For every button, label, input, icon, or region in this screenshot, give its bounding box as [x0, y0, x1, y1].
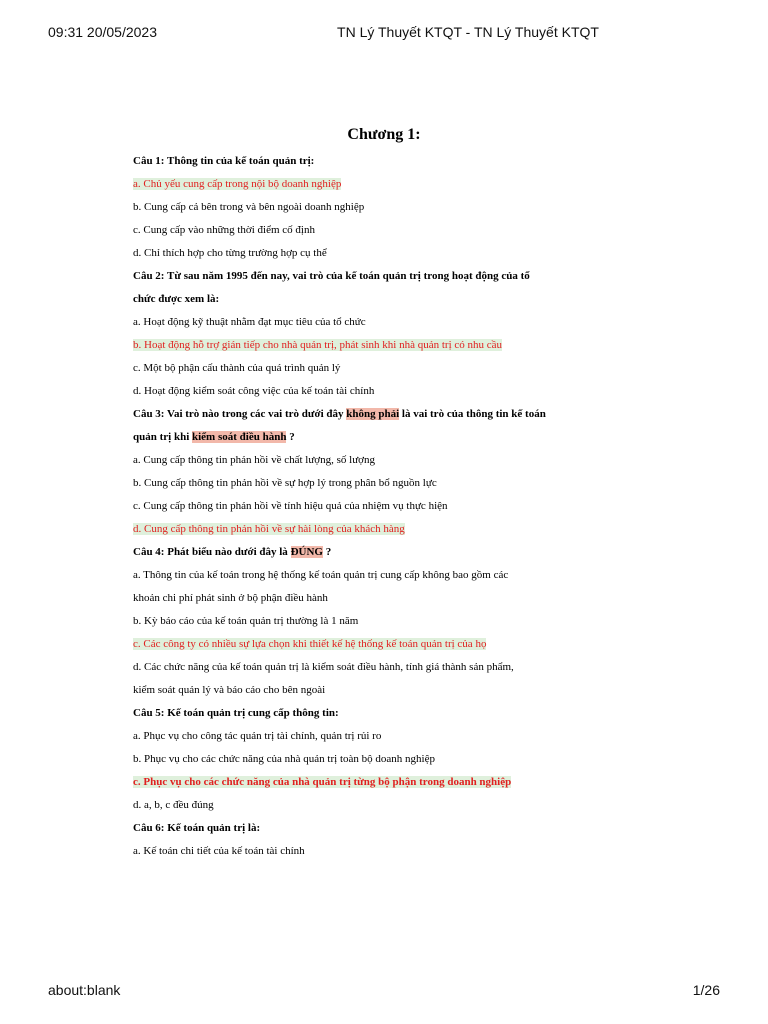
q3-option-c: c. Cung cấp thông tin phản hồi về tính hiệu quả của nhiệm vụ thực hiện [133, 500, 448, 512]
q1-answer-a: a. Chủ yếu cung cấp trong nội bộ doanh nghiệp [133, 178, 342, 190]
q5-answer-c: c. Phục vụ cho các chức năng của nhà quản trị từng bộ phận trong doanh nghiệp [133, 776, 512, 788]
print-url: about:blank [48, 982, 121, 998]
question-2-line-1: Câu 2: Từ sau năm 1995 đến nay, vai trò của kế toán quản trị trong hoạt động của tổ [133, 270, 530, 282]
q2-option-c: c. Một bộ phận cấu thành của quá trình quản lý [133, 362, 341, 374]
q4-option-d-line-1: d. Các chức năng của kế toán quản trị là kiểm soát điều hành, tính giá thành sản phẩm, [133, 661, 514, 673]
q4-option-b: b. Kỳ báo cáo của kế toán quản trị thường là 1 năm [133, 615, 359, 627]
q5-option-d: d. a, b, c đều đúng [133, 799, 214, 811]
print-title: TN Lý Thuyết KTQT - TN Lý Thuyết KTQT [337, 24, 599, 40]
q3-option-d [133, 518, 653, 541]
q1-option-b: b. Cung cấp cả bên trong và bên ngoài doanh nghiệp [133, 201, 365, 213]
q3-highlight-control: kiểm soát điều hành [192, 431, 287, 443]
q3-option-b: b. Cung cấp thông tin phản hồi về sự hợp lý trong phân bổ nguồn lực [133, 477, 437, 489]
q5-option-a: a. Phục vụ cho công tác quản trị tài chính, quản trị rủi ro [133, 730, 382, 742]
q5-option-b: b. Phục vụ cho các chức năng của nhà quản trị toàn bộ doanh nghiệp [133, 753, 435, 765]
q2-answer-b: b. Hoạt động hỗ trợ gián tiếp cho nhà quản trị, phát sinh khi nhà quản trị có nhu cầu [133, 339, 503, 351]
q3-title2-pre: quản trị khi [133, 431, 192, 443]
question-2-line-2: chức được xem là: [133, 293, 220, 305]
q4-answer-c: c. Các công ty có nhiều sự lựa chọn khi thiết kế hệ thống kế toán quản trị của họ [133, 638, 487, 650]
q3-title2-post: ? [286, 431, 295, 443]
question-3-line-2 [133, 426, 653, 449]
question-3-line-1 [133, 403, 653, 426]
document-body [133, 150, 653, 863]
q4-option-a-line-1: a. Thông tin của kế toán trong hệ thống kế toán quản trị cung cấp không bao gồm các [133, 569, 509, 581]
q1-option-d: d. Chỉ thích hợp cho từng trường hợp cụ thể [133, 247, 327, 259]
q4-title-pre: Câu 4: Phát biểu nào dưới đây là [133, 546, 291, 558]
q3-option-a: a. Cung cấp thông tin phản hồi về chất lượng, số lượng [133, 454, 375, 466]
q3-title-pre: Câu 3: Vai trò nào trong các vai trò dưới đây [133, 408, 347, 420]
q2-option-a: a. Hoạt động kỹ thuật nhằm đạt mục tiêu của tổ chức [133, 316, 366, 328]
question-6: Câu 6: Kế toán quản trị là: [133, 822, 261, 834]
q1-option-a [133, 173, 653, 196]
q4-option-c [133, 633, 653, 656]
question-4 [133, 541, 653, 564]
q3-highlight-not: không phải [346, 408, 400, 420]
q3-title-post: là vai trò của thông tin kế toán [399, 408, 546, 420]
page-number: 1/26 [692, 982, 720, 998]
q5-option-c [133, 771, 653, 794]
q6-option-a: a. Kế toán chi tiết của kế toán tài chính [133, 845, 305, 857]
q2-option-d: d. Hoạt động kiểm soát công việc của kế toán tài chính [133, 385, 375, 397]
q4-option-d-line-2: kiểm soát quản lý và báo cáo cho bên ngoài [133, 684, 326, 696]
question-5: Câu 5: Kế toán quản trị cung cấp thông tin: [133, 707, 339, 719]
print-datetime: 09:31 20/05/2023 [48, 24, 157, 40]
question-1: Câu 1: Thông tin của kế toán quản trị: [133, 155, 315, 167]
chapter-heading: Chương 1: [347, 126, 421, 143]
q4-option-a-line-2: khoản chi phí phát sinh ở bộ phận điều hành [133, 592, 328, 604]
q4-highlight-correct: ĐÚNG [290, 546, 323, 558]
q2-option-b [133, 334, 653, 357]
q3-answer-d: d. Cung cấp thông tin phản hồi về sự hài lòng của khách hàng [133, 523, 405, 535]
q4-title-post: ? [322, 546, 332, 558]
q1-option-c: c. Cung cấp vào những thời điểm cố định [133, 224, 315, 236]
